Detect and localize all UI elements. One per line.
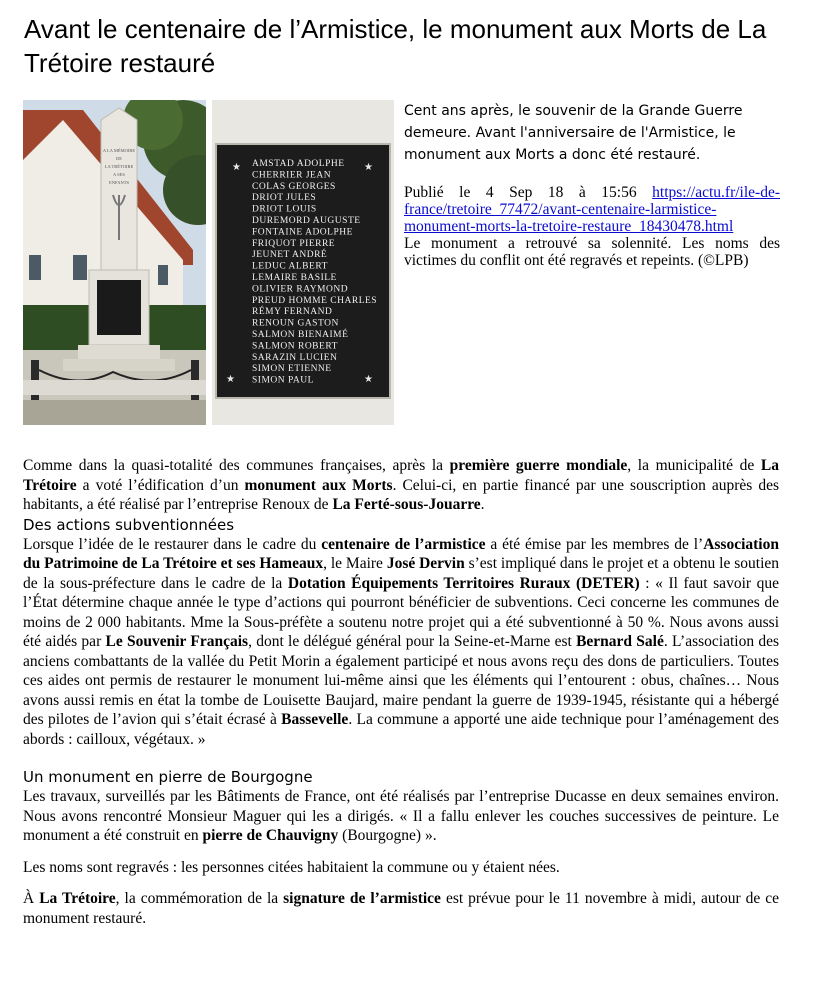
plaque-name: RÉMY FERNAND [252,307,333,318]
paragraph: Comme dans la quasi-totalité des communes françaises, après la première guerre mondiale, la municipalité de La Trétoire a voté l’édification d’un monument aux Morts. Celui-ci, en partie financé par une souscription auprès des habitants, a été réalisé par l’entreprise Renoux de La Ferté-sous-Jouarre. [23,457,779,513]
plaque-name: CHERRIER JEAN [252,170,332,181]
stele-line: DE [116,156,122,161]
plaque-photo [212,100,394,425]
plaque-name: SARAZIN LUCIEN [252,352,338,363]
article-title: Avant le centenaire de l’Armistice, le monument aux Morts de La Trétoire restauré [24,14,767,78]
plaque-name: PREUD HOMME CHARLES [252,295,378,306]
source-link[interactable]: https://actu.fr/ile-de-france/tretoire_77472/avant-centenaire-larmistice-monument-morts-la-tretoire-restaure_18430478.html [404,184,780,235]
stele-line: A LA MÉMOIRE [102,148,136,153]
plaque-name: LEDUC ALBERT [252,261,328,272]
publication-info [404,184,780,269]
section-heading: Un monument en pierre de Bourgogne [23,768,313,786]
article-lead: Cent ans après, le souvenir de la Grande Guerre demeure. Avant l'anniversaire de l'Armistice, le monument aux Morts a donc été restauré. [404,103,743,163]
monument-photo [23,100,206,425]
plaque-name: SIMON ETIENNE [252,364,332,375]
plaque-name: COLAS GEORGES [252,181,336,192]
photo-caption: Le monument a retrouvé sa solennité. Les noms des victimes du conflit ont été regravés et repeints. (©LPB) [404,235,780,269]
paragraph: Les noms sont regravés : les personnes citées habitaient la commune ou y étaient nées. [23,858,560,876]
plaque-name: LEMAIRE BASILE [252,273,337,283]
paragraph: À La Trétoire, la commémoration de la signature de l’armistice est prévue pour le 11 novembre à midi, autour de ce monument restauré. [23,890,779,927]
paragraph: Lorsque l’idée de le restaurer dans le cadre du centenaire de l’armistice a été émise par les membres de l’Association du Patrimoine de La Trétoire et ses Hameaux, le Maire José Dervin s’est impliqué dans le projet et a obtenu le soutien de la sous-préfecture dans le cadre de la Dotation Équipements Territoires Ruraux (DETER) : « Il faut savoir que l’État détermine chaque année le type d’actions qui pourront bénéficier de subventions. Ceci concerne les communes de moins de 2 000 habitants. Mme la Sous-préfète a soutenu notre projet qui a été subventionné à 50 %. Nous avons aussi été aidés par Le Souvenir Français, dont le délégué général pour la Seine-et-Marne est Bernard Salé. L’association des anciens combattants de la vallée du Petit Morin a également participé et nous avons reçu des dons de particuliers. Toutes ces aides ont permis de restaurer le monument lui-même ainsi que les éléments qui l’entourent : obus, chaînes… Nous avons aussi remis en état la tombe de Louisette Baujard, maire pendant la guerre de 1939-1945, résistante qui a hébergé des pilotes de l’avion qui s’était écrasé à Bassevelle. La commune a apporté une aide technique pour l’aménagement des abords : cailloux, végétaux. » [23,535,780,748]
paragraph: Les travaux, surveillés par les Bâtiments de France, ont été réalisés par l’entreprise Ducasse en deux semaines environ. Nous avons rencontré Monsieur Maguer qui les a dirigés. « Il a fallu enlever les couches successives de peinture. Le monument a été construit en pierre de Chauvigny (Bourgogne) ». [23,788,779,844]
plaque-photo-image [212,100,394,425]
svg-text:★: ★ [232,162,241,173]
stele-line: ENFANTS [109,180,129,185]
monument-photo-image [23,100,206,425]
plaque-name: OLIVIER RAYMOND [252,284,349,295]
published-date: Publié le 4 Sep 18 à 15:56 [404,184,653,201]
plaque-name: FONTAINE ADOLPHE [252,227,353,238]
stele-line: A SES [113,172,125,177]
article-body [23,456,779,928]
svg-text:★: ★ [364,374,373,385]
plaque-name: AMSTAD ADOLPHE [252,159,345,169]
section-heading: Des actions subventionnées [23,515,235,534]
plaque-name: RENOUN GASTON [252,318,339,329]
plaque-name: SALMON BIENAIMÉ [252,330,349,340]
plaque-name: DRIOT LOUIS [252,204,317,215]
svg-text:★: ★ [226,374,235,385]
svg-text:★: ★ [364,162,373,173]
plaque-name: FRIQUOT PIERRE [252,238,336,249]
plaque-name: SIMON PAUL [252,375,314,386]
plaque-name: JEUNET ANDRÉ [252,250,328,261]
stele-line: LA TRÉTOIRE [104,164,134,169]
plaque-name: DRIOT JULES [252,193,317,204]
plaque-name: SALMON ROBERT [252,341,338,352]
plaque-name: DUREMORD AUGUSTE [252,216,361,226]
